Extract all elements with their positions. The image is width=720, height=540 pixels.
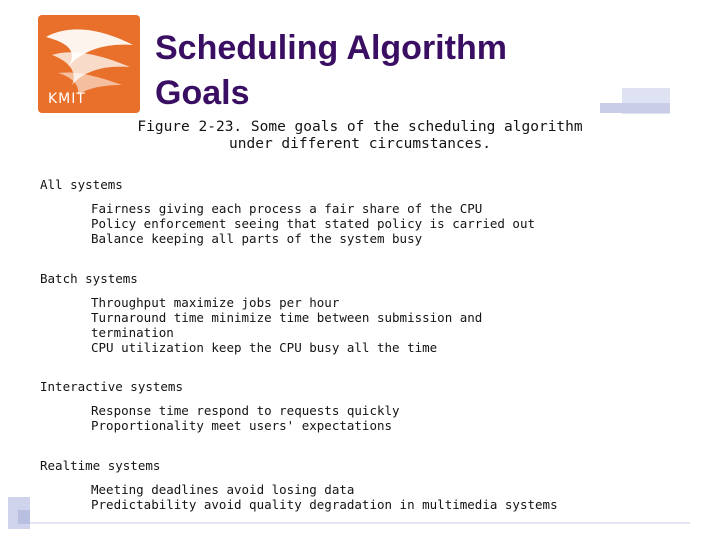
section-heading: Realtime systems	[40, 458, 161, 473]
goal-row: Response time respond to requests quickly	[91, 403, 400, 418]
goal-row: Fairness giving each process a fair share of the CPU	[91, 201, 483, 216]
goal-row: termination	[91, 325, 174, 340]
goal-row: Balance keeping all parts of the system busy	[91, 231, 423, 246]
decorative-block	[18, 510, 30, 524]
scheduling-goals-figure	[30, 117, 690, 517]
figure-caption-line-1: Figure 2-23. Some goals of the scheduling algorithm	[137, 119, 583, 135]
figure-caption-line-2: under different circumstances.	[229, 136, 491, 152]
kmit-logo	[38, 15, 140, 113]
slide-title-line-2: Goals	[155, 74, 250, 112]
goal-row: Predictability avoid quality degradation in multimedia systems	[91, 497, 558, 512]
slide-title	[155, 26, 507, 116]
figure-caption	[30, 117, 690, 153]
logo-text: KMIT	[48, 91, 86, 107]
slide-title-line-1: Scheduling Algorithm	[155, 29, 507, 67]
goal-row: Proportionality meet users' expectations	[91, 418, 393, 433]
section-all-systems	[40, 177, 535, 246]
goal-row: Turnaround time minimize time between submission and	[91, 310, 483, 325]
section-heading: Batch systems	[40, 271, 138, 286]
section-realtime-systems	[40, 458, 558, 512]
goal-row: Meeting deadlines avoid losing data	[91, 482, 355, 497]
section-interactive-systems	[40, 379, 400, 433]
goal-row: Throughput maximize jobs per hour	[91, 295, 340, 310]
goal-row: Policy enforcement seeing that stated policy is carried out	[91, 216, 536, 231]
decorative-bar	[600, 103, 670, 113]
goal-row: CPU utilization keep the CPU busy all the time	[91, 340, 438, 355]
section-batch-systems	[40, 271, 482, 355]
decorative-rule	[30, 522, 690, 524]
section-heading: All systems	[40, 177, 123, 192]
section-heading: Interactive systems	[40, 379, 183, 394]
